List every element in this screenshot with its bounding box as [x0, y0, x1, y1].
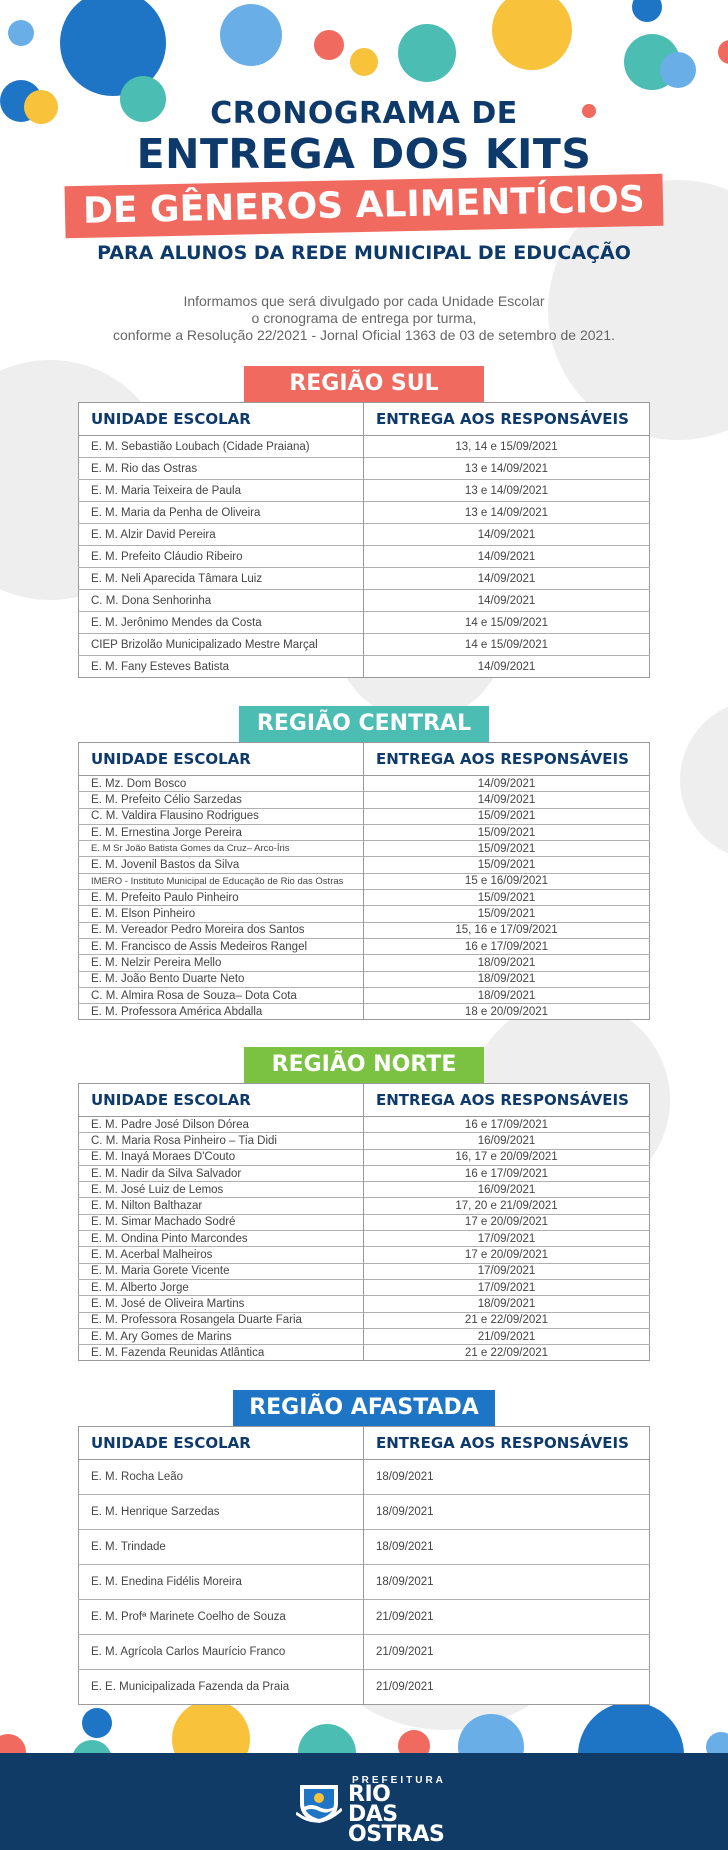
table-row — [79, 1328, 650, 1344]
table-row — [79, 634, 650, 656]
table-row — [79, 458, 650, 480]
delivery-date: 17 e 20/09/2021 — [364, 1247, 650, 1263]
section-title-sul: REGIÃO SUL — [244, 366, 484, 402]
delivery-date: 16 e 17/09/2021 — [364, 1117, 650, 1133]
delivery-date: 18/09/2021 — [364, 1530, 650, 1565]
school-name: E. M. Ary Gomes de Marins — [79, 1328, 364, 1344]
intro-line-3: conforme a Resolução 22/2021 - Jornal Oficial 1363 de 03 de setembro de 2021. — [113, 327, 615, 343]
table-row — [79, 568, 650, 590]
delivery-date: 15/09/2021 — [364, 841, 650, 857]
section-regiao-central — [78, 706, 650, 1020]
delivery-date: 15/09/2021 — [364, 857, 650, 873]
section-title-norte: REGIÃO NORTE — [244, 1047, 484, 1083]
table-row — [79, 1279, 650, 1295]
table-row — [79, 890, 650, 906]
delivery-date: 21/09/2021 — [364, 1328, 650, 1344]
logo-line-1: RIO DAS — [348, 1782, 398, 1827]
table-row — [79, 1117, 650, 1133]
school-name: E. M. Sebastião Loubach (Cidade Praiana) — [79, 436, 364, 458]
schedule-table-central — [78, 742, 650, 1020]
col-header-school: UNIDADE ESCOLAR — [79, 1427, 364, 1460]
school-name: E. M. Profª Marinete Coelho de Souza — [79, 1600, 364, 1635]
delivery-date: 17/09/2021 — [364, 1231, 650, 1247]
table-row — [79, 502, 650, 524]
school-name: E. M. Prefeito Célio Sarzedas — [79, 792, 364, 808]
school-name: E. M. Acerbal Malheiros — [79, 1247, 364, 1263]
table-row — [79, 792, 650, 808]
delivery-date: 21 e 22/09/2021 — [364, 1345, 650, 1361]
school-name: E. M. Ernestina Jorge Pereira — [79, 824, 364, 840]
delivery-date: 18/09/2021 — [364, 971, 650, 987]
delivery-date: 14/09/2021 — [364, 792, 650, 808]
table-row — [79, 612, 650, 634]
school-name: E. M. Prefeito Cláudio Ribeiro — [79, 546, 364, 568]
table-row — [79, 1345, 650, 1361]
school-name: E. M Sr João Batista Gomes da Cruz– Arco-Íris — [79, 841, 364, 857]
delivery-date: 14 e 15/09/2021 — [364, 612, 650, 634]
table-row — [79, 1198, 650, 1214]
intro-line-2: o cronograma de entrega por turma, — [251, 310, 477, 326]
table-row — [79, 1263, 650, 1279]
col-header-school: UNIDADE ESCOLAR — [79, 743, 364, 776]
col-header-school: UNIDADE ESCOLAR — [79, 1084, 364, 1117]
table-row — [79, 857, 650, 873]
delivery-date: 18/09/2021 — [364, 955, 650, 971]
delivery-date: 18 e 20/09/2021 — [364, 1004, 650, 1020]
delivery-date: 17/09/2021 — [364, 1263, 650, 1279]
col-header-delivery: ENTREGA AOS RESPONSÁVEIS — [364, 743, 650, 776]
table-row — [79, 480, 650, 502]
table-row — [79, 1296, 650, 1312]
delivery-date: 21/09/2021 — [364, 1600, 650, 1635]
background-circle — [680, 700, 728, 860]
delivery-date: 16 e 17/09/2021 — [364, 938, 650, 954]
table-row — [79, 1149, 650, 1165]
school-name: E. M. Henrique Sarzedas — [79, 1495, 364, 1530]
school-name: E. M. Simar Machado Sodré — [79, 1214, 364, 1230]
table-row — [79, 1460, 650, 1495]
table-row — [79, 987, 650, 1003]
page-header — [0, 96, 728, 266]
delivery-date: 14/09/2021 — [364, 546, 650, 568]
schedule-table-norte — [78, 1083, 650, 1361]
logo-line-2: OSTRAS — [348, 1822, 445, 1847]
delivery-date: 18/09/2021 — [364, 1296, 650, 1312]
section-regiao-sul — [78, 366, 650, 678]
table-row — [79, 776, 650, 792]
table-row — [79, 590, 650, 612]
school-name: E. M. Rio das Ostras — [79, 458, 364, 480]
table-row — [79, 1133, 650, 1149]
table-row — [79, 1247, 650, 1263]
table-row — [79, 808, 650, 824]
delivery-date: 15/09/2021 — [364, 808, 650, 824]
table-row — [79, 873, 650, 889]
delivery-date: 17 e 20/09/2021 — [364, 1214, 650, 1230]
delivery-date: 15/09/2021 — [364, 824, 650, 840]
school-name: E. M. Elson Pinheiro — [79, 906, 364, 922]
decor-dot — [660, 52, 696, 88]
table-row — [79, 1565, 650, 1600]
school-name: E. M. Francisco de Assis Medeiros Rangel — [79, 938, 364, 954]
school-name: E. M. Padre José Dilson Dórea — [79, 1117, 364, 1133]
decor-dot — [82, 1708, 112, 1738]
section-title-central: REGIÃO CENTRAL — [239, 706, 489, 742]
table-row — [79, 1635, 650, 1670]
decor-dot — [314, 30, 344, 60]
decor-dot — [492, 0, 572, 70]
decor-dot — [350, 48, 378, 76]
delivery-date: 14/09/2021 — [364, 776, 650, 792]
school-name: E. M. José de Oliveira Martins — [79, 1296, 364, 1312]
school-name: E. M. Jovenil Bastos da Silva — [79, 857, 364, 873]
delivery-date: 21/09/2021 — [364, 1635, 650, 1670]
table-row — [79, 1165, 650, 1181]
section-title-afastada: REGIÃO AFASTADA — [233, 1390, 495, 1426]
table-row — [79, 524, 650, 546]
table-row — [79, 955, 650, 971]
school-name: E. Mz. Dom Bosco — [79, 776, 364, 792]
decor-dot — [632, 0, 662, 22]
delivery-date: 14/09/2021 — [364, 590, 650, 612]
section-regiao-afastada — [78, 1390, 650, 1705]
delivery-date: 14/09/2021 — [364, 524, 650, 546]
school-name: E. M. Rocha Leão — [79, 1460, 364, 1495]
table-row — [79, 922, 650, 938]
decor-dot — [398, 24, 456, 82]
table-row — [79, 1214, 650, 1230]
delivery-date: 18/09/2021 — [364, 1565, 650, 1600]
school-name: C. M. Almira Rosa de Souza– Dota Cota — [79, 987, 364, 1003]
delivery-date: 21 e 22/09/2021 — [364, 1312, 650, 1328]
logo-city-name — [348, 1782, 445, 1847]
table-row — [79, 436, 650, 458]
delivery-date: 15/09/2021 — [364, 906, 650, 922]
school-name: E. M. Alzir David Pereira — [79, 524, 364, 546]
delivery-date: 13 e 14/09/2021 — [364, 502, 650, 524]
delivery-date: 13 e 14/09/2021 — [364, 458, 650, 480]
school-name: E. M. Maria da Penha de Oliveira — [79, 502, 364, 524]
school-name: E. M. Vereador Pedro Moreira dos Santos — [79, 922, 364, 938]
col-header-school: UNIDADE ESCOLAR — [79, 403, 364, 436]
delivery-date: 16, 17 e 20/09/2021 — [364, 1149, 650, 1165]
table-row — [79, 1600, 650, 1635]
title-line-2: ENTREGA DOS KITS — [136, 130, 592, 178]
table-row — [79, 1495, 650, 1530]
table-row — [79, 1004, 650, 1020]
table-row — [79, 824, 650, 840]
school-name: E. M. Neli Aparecida Tâmara Luiz — [79, 568, 364, 590]
table-row — [79, 938, 650, 954]
delivery-date: 15 e 16/09/2021 — [364, 873, 650, 889]
delivery-date: 16/09/2021 — [364, 1182, 650, 1198]
school-name: E. M. Agrícola Carlos Maurício Franco — [79, 1635, 364, 1670]
delivery-date: 15/09/2021 — [364, 890, 650, 906]
delivery-date: 16/09/2021 — [364, 1133, 650, 1149]
table-row — [79, 1231, 650, 1247]
school-name: E. M. Nadir da Silva Salvador — [79, 1165, 364, 1181]
school-name: E. M. Professora América Abdalla — [79, 1004, 364, 1020]
logo-prefeitura-text: PREFEITURA — [352, 1775, 446, 1786]
school-name: C. M. Valdira Flausino Rodrigues — [79, 808, 364, 824]
school-name: IMERO - Instituto Municipal de Educação de Rio das Ostras — [79, 873, 364, 889]
school-name: E. M. Maria Teixeira de Paula — [79, 480, 364, 502]
school-name: E. M. Maria Gorete Vicente — [79, 1263, 364, 1279]
delivery-date: 17/09/2021 — [364, 1279, 650, 1295]
delivery-date: 18/09/2021 — [364, 1495, 650, 1530]
school-name: E. M. Inayá Moraes D'Couto — [79, 1149, 364, 1165]
school-name: E. M. Ondina Pinto Marcondes — [79, 1231, 364, 1247]
school-name: E. E. Municipalizada Fazenda da Praia — [79, 1670, 364, 1705]
intro-text — [0, 293, 728, 344]
school-name: C. M. Maria Rosa Pinheiro – Tia Didi — [79, 1133, 364, 1149]
delivery-date: 15, 16 e 17/09/2021 — [364, 922, 650, 938]
delivery-date: 13 e 14/09/2021 — [364, 480, 650, 502]
table-row — [79, 1312, 650, 1328]
delivery-date: 14 e 15/09/2021 — [364, 634, 650, 656]
col-header-delivery: ENTREGA AOS RESPONSÁVEIS — [364, 403, 650, 436]
table-row — [79, 1530, 650, 1565]
city-shield-icon — [296, 1779, 342, 1825]
table-row — [79, 1182, 650, 1198]
decor-dot — [8, 20, 34, 46]
school-name: E. M. Fazenda Reunidas Atlântica — [79, 1345, 364, 1361]
school-name: E. M. Alberto Jorge — [79, 1279, 364, 1295]
school-name: C. M. Dona Senhorinha — [79, 590, 364, 612]
school-name: E. M. Enedina Fidélis Moreira — [79, 1565, 364, 1600]
school-name: E. M. Nelzir Pereira Mello — [79, 955, 364, 971]
table-row — [79, 906, 650, 922]
table-row — [79, 546, 650, 568]
delivery-date: 14/09/2021 — [364, 656, 650, 678]
delivery-date: 21/09/2021 — [364, 1670, 650, 1705]
delivery-date: 17, 20 e 21/09/2021 — [364, 1198, 650, 1214]
col-header-delivery: ENTREGA AOS RESPONSÁVEIS — [364, 1427, 650, 1460]
section-regiao-norte — [78, 1047, 650, 1361]
school-name: CIEP Brizolão Municipalizado Mestre Marçal — [79, 634, 364, 656]
table-row — [79, 656, 650, 678]
delivery-date: 13, 14 e 15/09/2021 — [364, 436, 650, 458]
school-name: E. M. Trindade — [79, 1530, 364, 1565]
school-name: E. M. João Bento Duarte Neto — [79, 971, 364, 987]
footer — [0, 1753, 728, 1850]
col-header-delivery: ENTREGA AOS RESPONSÁVEIS — [364, 1084, 650, 1117]
title-line-4: PARA ALUNOS DA REDE MUNICIPAL DE EDUCAÇÃO — [97, 242, 631, 264]
decor-dot — [220, 4, 282, 66]
title-ribbon: DE GÊNEROS ALIMENTÍCIOS — [65, 174, 664, 239]
title-line-1: CRONOGRAMA DE — [210, 96, 518, 131]
table-row — [79, 971, 650, 987]
school-name: E. M. Prefeito Paulo Pinheiro — [79, 890, 364, 906]
delivery-date: 18/09/2021 — [364, 987, 650, 1003]
delivery-date: 14/09/2021 — [364, 568, 650, 590]
delivery-date: 16 e 17/09/2021 — [364, 1165, 650, 1181]
school-name: E. M. Jerônimo Mendes da Costa — [79, 612, 364, 634]
prefeitura-logo — [290, 1773, 446, 1847]
school-name: E. M. Fany Esteves Batista — [79, 656, 364, 678]
schedule-table-afastada — [78, 1426, 650, 1705]
school-name: E. M. Professora Rosangela Duarte Faria — [79, 1312, 364, 1328]
table-row — [79, 841, 650, 857]
decor-dot — [718, 40, 728, 64]
school-name: E. M. José Luiz de Lemos — [79, 1182, 364, 1198]
schedule-table-sul — [78, 402, 650, 678]
intro-line-1: Informamos que será divulgado por cada Unidade Escolar — [183, 293, 545, 309]
delivery-date: 18/09/2021 — [364, 1460, 650, 1495]
school-name: E. M. Nilton Balthazar — [79, 1198, 364, 1214]
table-row — [79, 1670, 650, 1705]
